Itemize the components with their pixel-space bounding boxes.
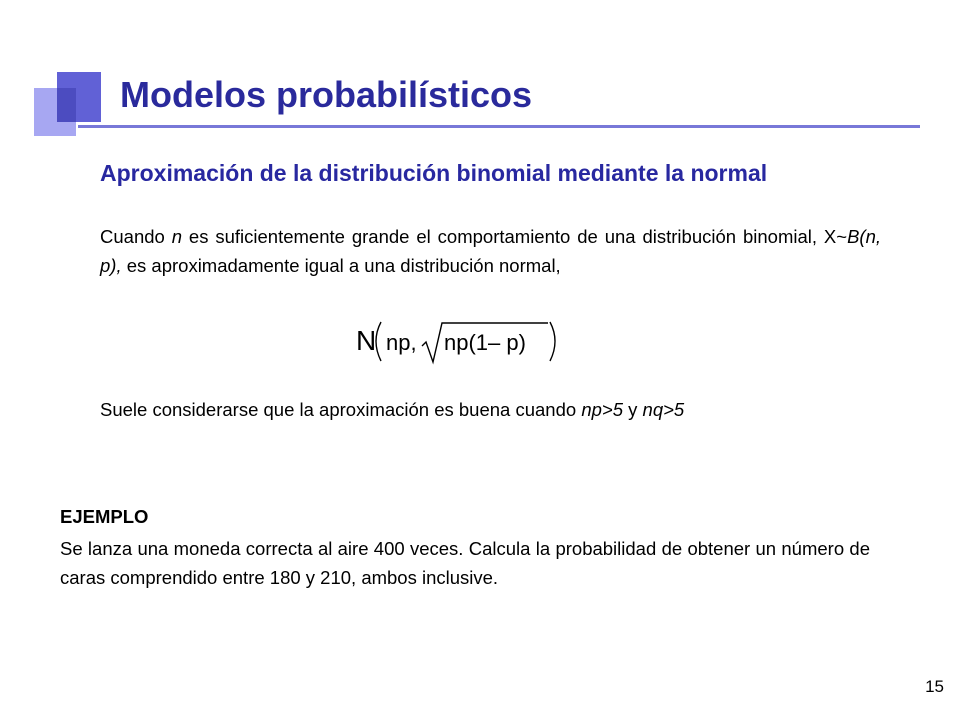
normal-distribution-formula [354, 316, 564, 366]
title-decoration-overlap-square [57, 88, 76, 122]
text-segment: y [623, 399, 643, 420]
formula-np: np, [386, 330, 417, 355]
formula-right-paren [550, 322, 555, 361]
text-segment: Cuando [100, 226, 172, 247]
variable-n: n [171, 226, 183, 247]
slide-subtitle: Aproximación de la distribución binomial mediante la normal [100, 160, 768, 186]
binomial-approximation-paragraph [100, 222, 881, 280]
title-underline [78, 125, 920, 128]
approximation-condition-paragraph [100, 395, 881, 424]
formula-left-paren [376, 322, 381, 361]
formula-N: N [356, 325, 377, 356]
page-number: 15 [925, 677, 944, 696]
condition-np: np>5 [581, 399, 623, 420]
formula-radicand: np(1– p) [444, 330, 526, 355]
binomial-args: (n, p), [100, 226, 881, 276]
variable-B: B [847, 226, 860, 247]
text-segment: es suficientemente grande el comportamiento de una distribución binomial, X~ [182, 226, 848, 247]
slide-title: Modelos probabilísticos [120, 74, 533, 115]
condition-nq: nq>5 [642, 399, 685, 420]
text-segment: es aproximadamente igual a una distribución normal, [121, 255, 561, 276]
text-segment: Suele considerarse que la aproximación es buena cuando [100, 399, 582, 420]
example-heading: EJEMPLO [60, 506, 149, 527]
example-text: Se lanza una moneda correcta al aire 400 veces. Calcula la probabilidad de obtener un número de caras comprendido entre 180 y 210, ambos inclusive. [60, 538, 870, 588]
